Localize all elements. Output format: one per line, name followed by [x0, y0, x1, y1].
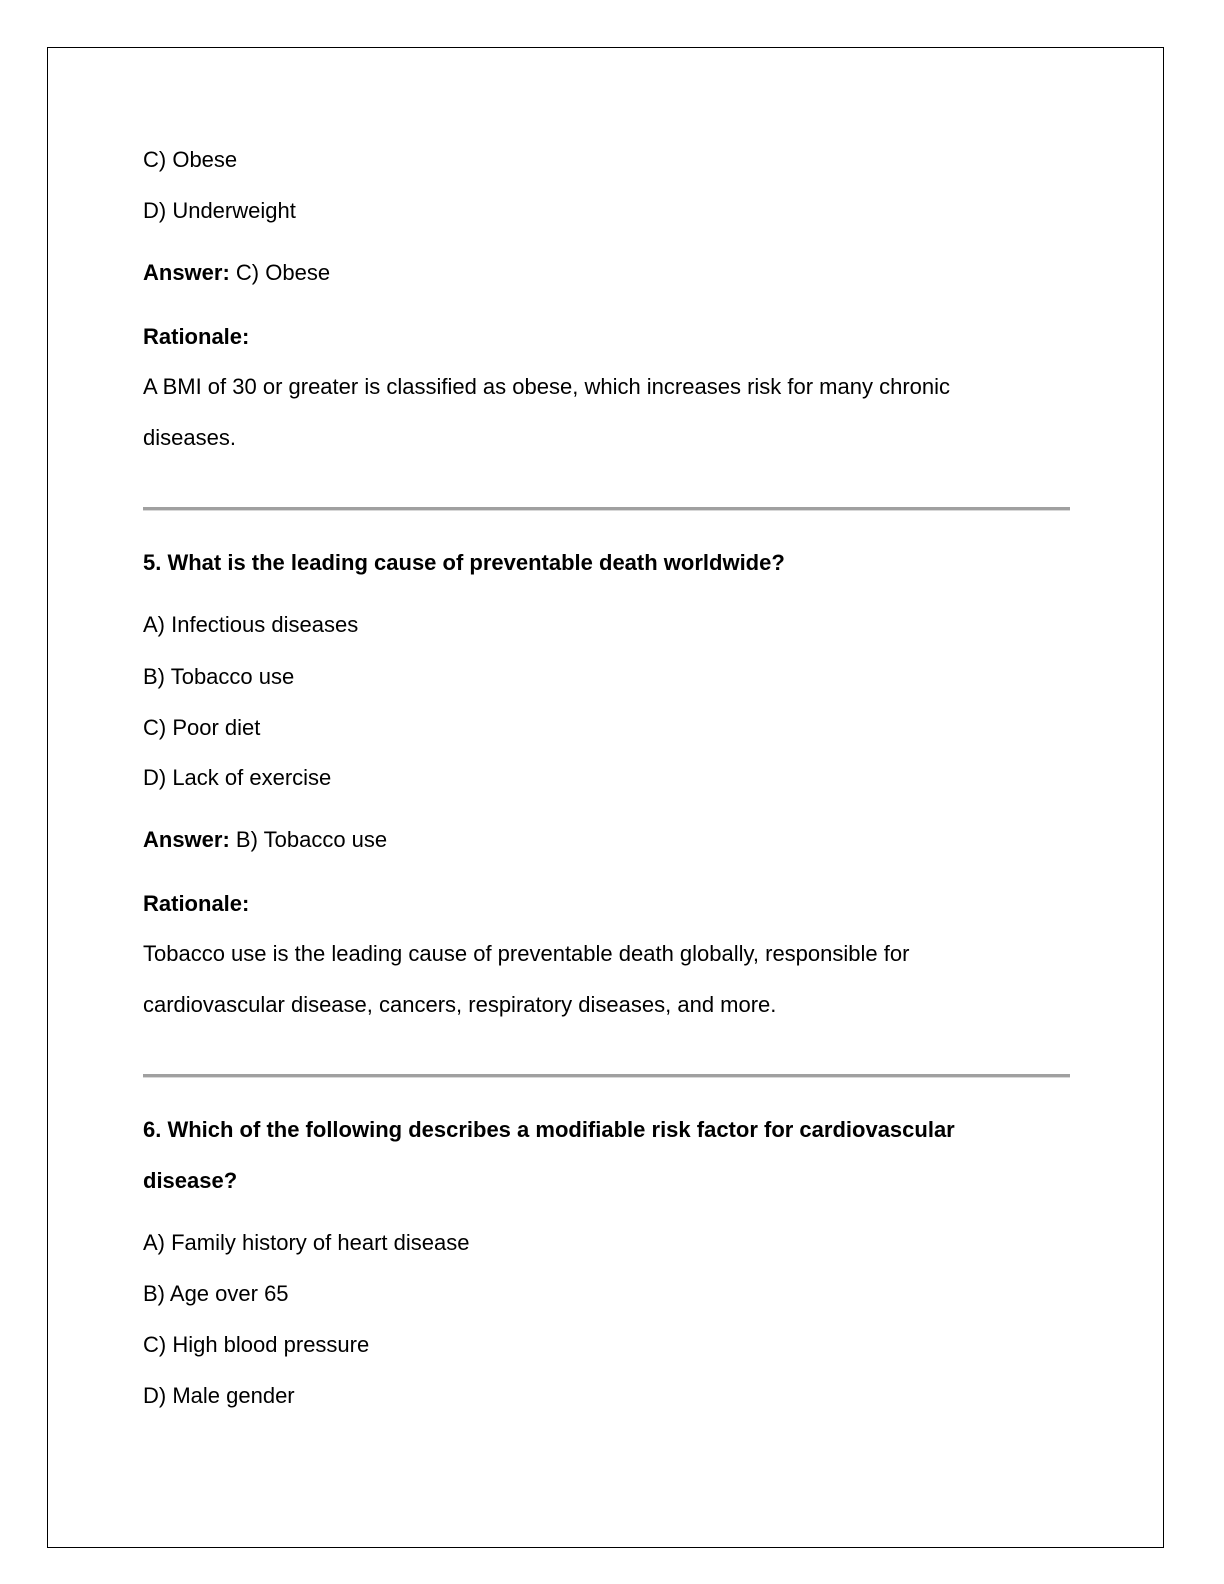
q6-option-b: B) Age over 65 — [143, 1281, 289, 1306]
q5-rationale-line: Tobacco use is the leading cause of preventable death globally, responsible for — [143, 941, 910, 966]
q6-option-a: A) Family history of heart disease — [143, 1230, 470, 1255]
q5-rationale-label: Rationale: — [143, 891, 250, 916]
q6-question-line: 6. Which of the following describes a modifiable risk factor for cardiovascular — [143, 1117, 955, 1142]
q4-rationale-line: diseases. — [143, 425, 236, 450]
q5-option-b: B) Tobacco use — [143, 664, 295, 689]
q6-question-line: disease? — [143, 1168, 238, 1193]
answer-value: C) Obese — [229, 260, 331, 285]
q4-rationale-line: A BMI of 30 or greater is classified as obese, which increases risk for many chronic — [143, 374, 951, 399]
q5-answer — [143, 826, 387, 854]
q4-option-d: D) Underweight — [143, 198, 296, 223]
q5-option-a: A) Infectious diseases — [143, 612, 359, 637]
q4-answer — [143, 259, 330, 287]
divider — [143, 507, 1070, 511]
q6-option-c: C) High blood pressure — [143, 1332, 370, 1357]
answer-value: B) Tobacco use — [229, 827, 388, 852]
q5-question: 5. What is the leading cause of preventable death worldwide? — [143, 550, 785, 575]
q4-option-c: C) Obese — [143, 147, 238, 172]
q5-option-c: C) Poor diet — [143, 715, 261, 740]
divider — [143, 1074, 1070, 1078]
answer-label: Answer: — [143, 827, 230, 852]
answer-label: Answer: — [143, 260, 230, 285]
q5-rationale-line: cardiovascular disease, cancers, respiratory diseases, and more. — [143, 992, 777, 1017]
q5-option-d: D) Lack of exercise — [143, 765, 332, 790]
q6-option-d: D) Male gender — [143, 1383, 295, 1408]
q4-rationale-label: Rationale: — [143, 324, 250, 349]
